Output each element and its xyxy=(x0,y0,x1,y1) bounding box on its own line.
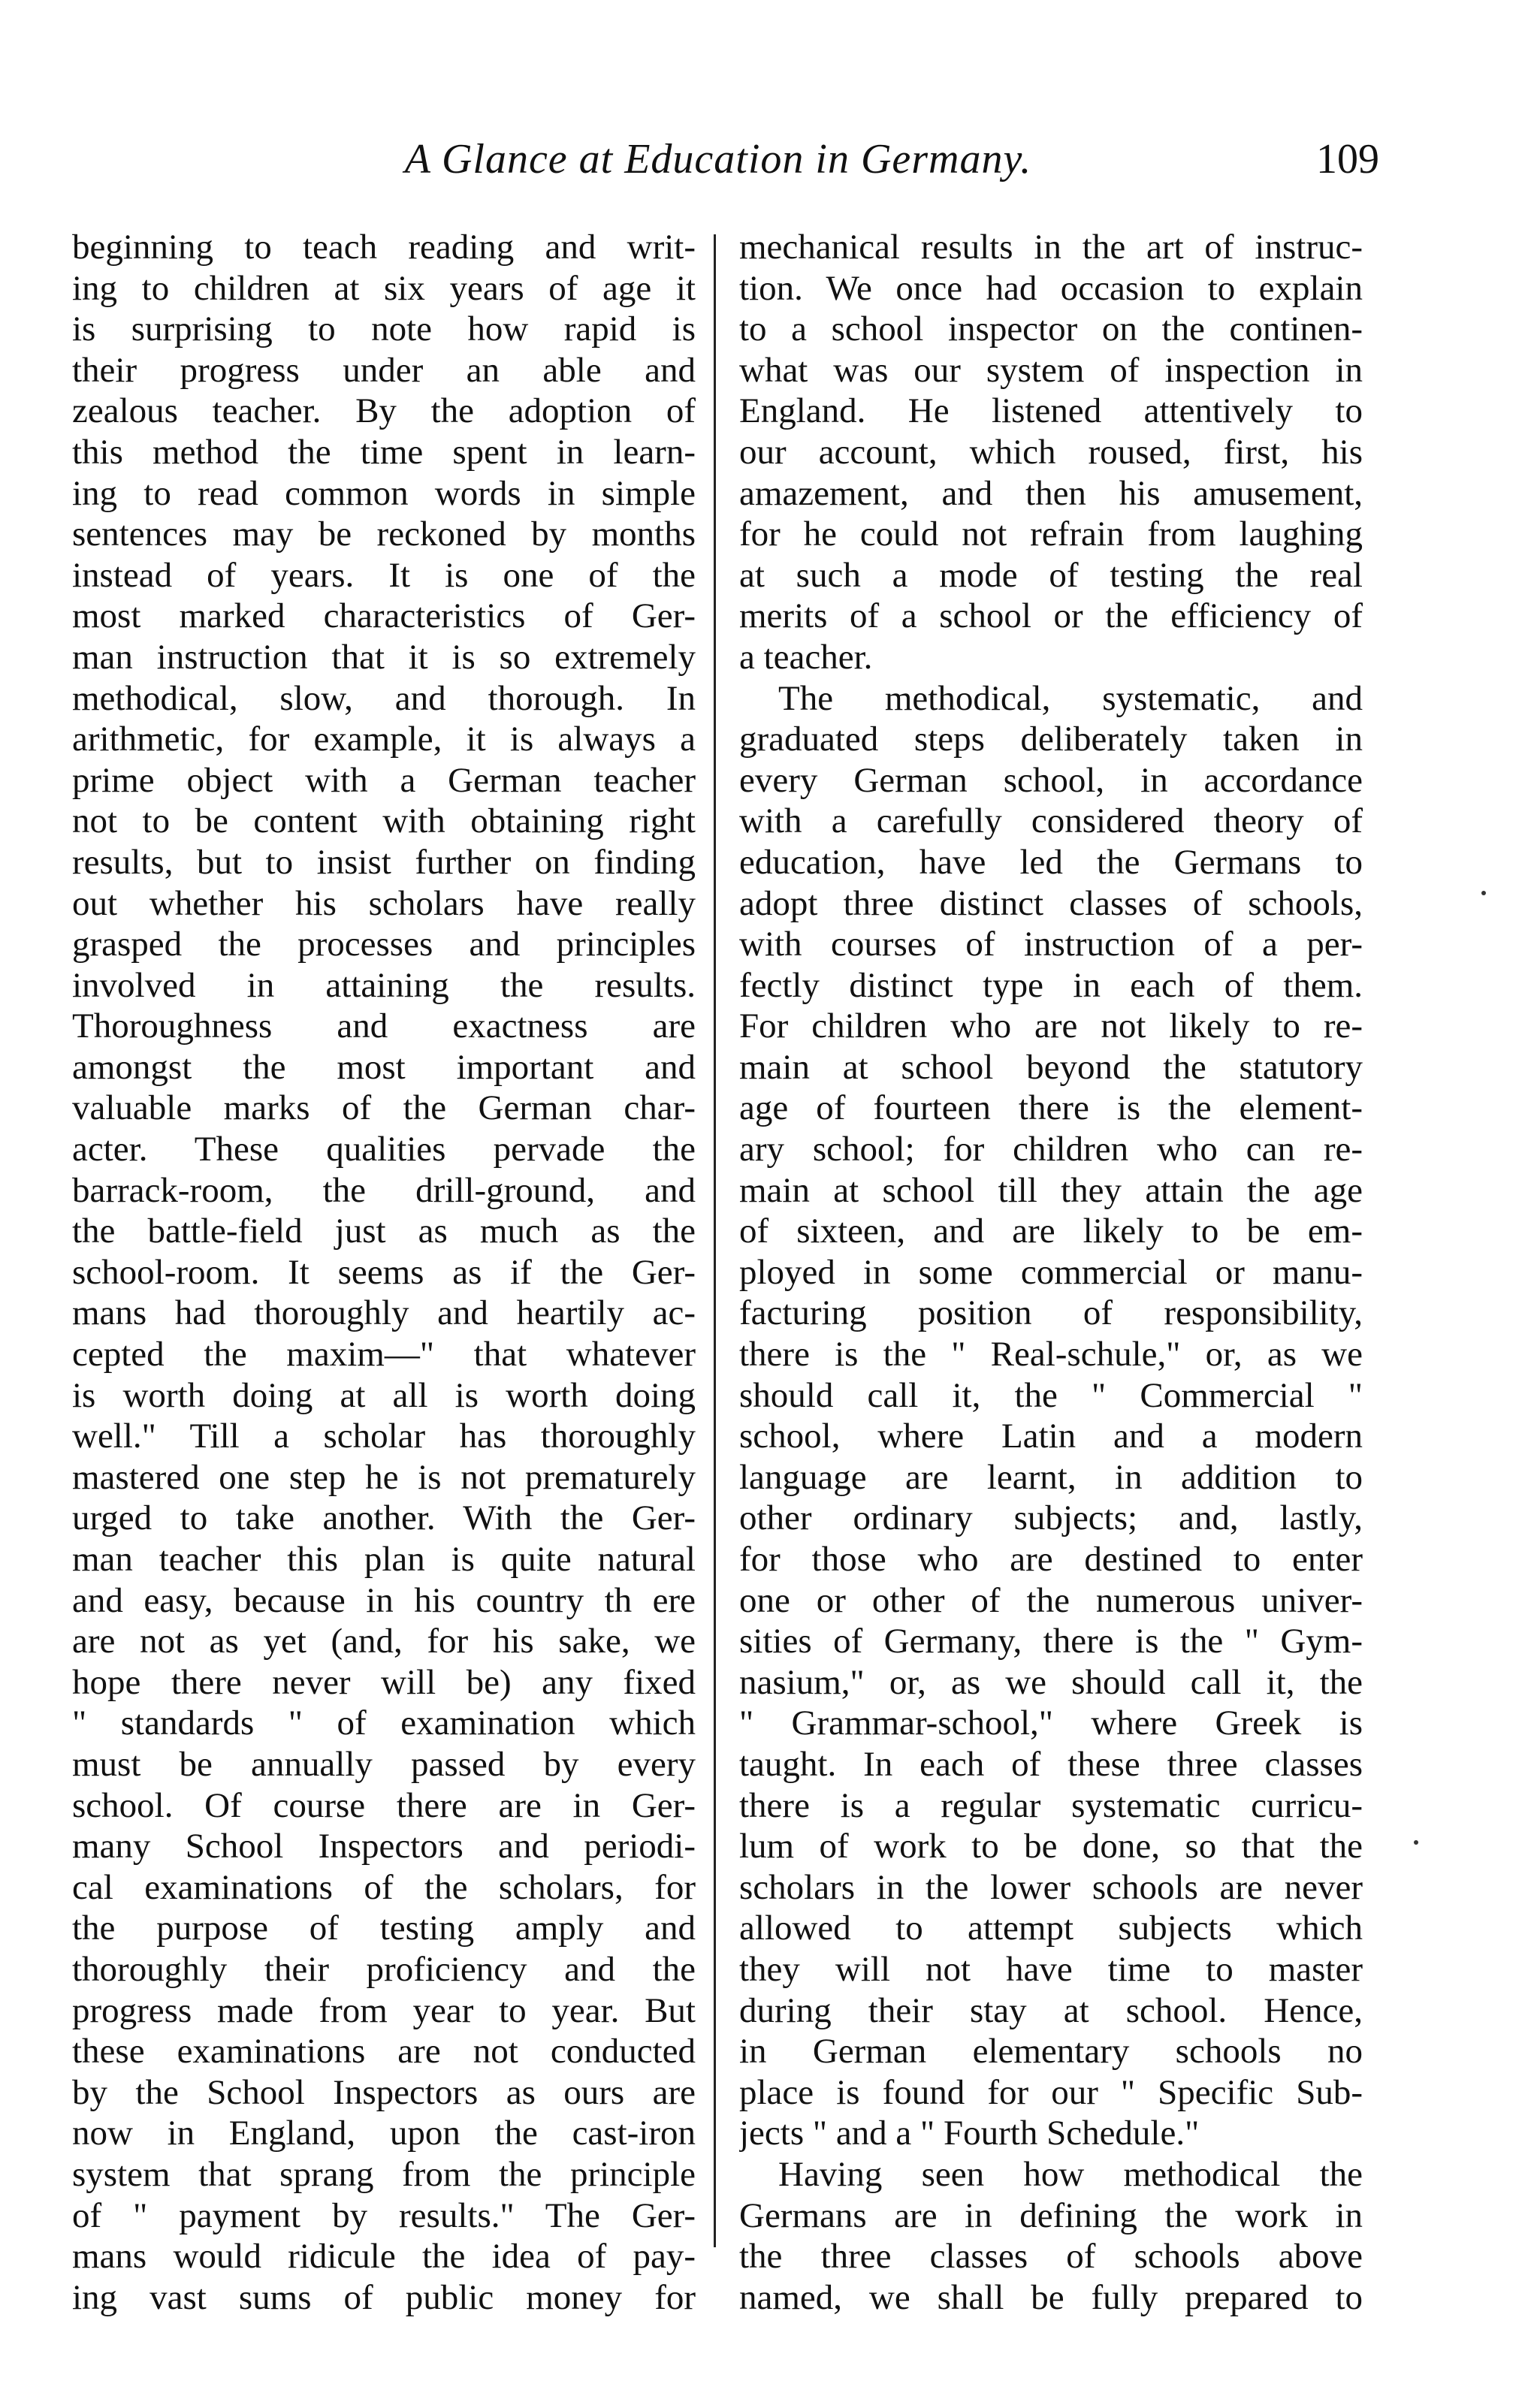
text-line: results, but to insist further on finding xyxy=(72,842,696,882)
text-line: with a carefully considered theory of xyxy=(739,801,1363,841)
text-line: what was our system of inspection in xyxy=(739,350,1363,390)
text-line: one or other of the numerous univer- xyxy=(739,1580,1363,1620)
text-line: of sixteen, and are likely to be em- xyxy=(739,1212,1363,1251)
text-line: lum of work to be done, so that the xyxy=(739,1827,1363,1866)
text-line: to a school inspector on the continen- xyxy=(739,309,1363,349)
text-line: man instruction that it is so extremely xyxy=(72,637,696,677)
text-line: mans had thoroughly and heartily ac- xyxy=(72,1293,696,1333)
text-line: named, we shall be fully prepared to xyxy=(739,2277,1363,2317)
right-column xyxy=(739,227,1363,2318)
text-line: by the School Inspectors as ours are xyxy=(72,2072,696,2112)
text-line: of " payment by results." The Ger- xyxy=(72,2195,696,2235)
text-line: for those who are destined to enter xyxy=(739,1540,1363,1579)
text-line: system that sprang from the principle xyxy=(72,2154,696,2194)
text-line: language are learnt, in addition to xyxy=(739,1457,1363,1497)
text-line: mechanical results in the art of instruc- xyxy=(739,228,1363,267)
text-line: nasium," or, as we should call it, the xyxy=(739,1662,1363,1702)
text-line: allowed to attempt subjects which xyxy=(739,1909,1363,1948)
text-line: valuable marks of the German char- xyxy=(72,1088,696,1128)
text-line: ployed in some commercial or manu- xyxy=(739,1252,1363,1292)
text-line: many School Inspectors and periodi- xyxy=(72,1827,696,1866)
text-line: jects " and a " Fourth Schedule." xyxy=(739,2114,1200,2153)
text-line: amazement, and then his amusement, xyxy=(739,473,1363,513)
text-line: school-room. It seems as if the Ger- xyxy=(72,1252,696,1292)
text-line: most marked characteristics of Ger- xyxy=(72,596,696,636)
running-head xyxy=(72,135,1379,195)
text-line: cepted the maxim—" that whatever xyxy=(72,1335,696,1374)
text-line: is surprising to note how rapid is xyxy=(72,309,696,349)
text-line: out whether his scholars have really xyxy=(72,883,696,923)
text-line: beginning to teach reading and writ- xyxy=(72,228,696,267)
text-line: merits of a school or the efficiency of xyxy=(739,596,1363,636)
text-line: education, have led the Germans to xyxy=(739,842,1363,882)
text-line: in German elementary schools no xyxy=(739,2032,1363,2072)
text-line: our account, which roused, first, his xyxy=(739,432,1363,472)
text-line: Having seen how methodical the xyxy=(778,2154,1363,2194)
text-line: age of fourteen there is the element- xyxy=(739,1088,1363,1128)
text-line: methodical, slow, and thorough. In xyxy=(72,678,696,718)
text-line: instead of years. It is one of the xyxy=(72,555,696,595)
text-line: there is a regular systematic curricu- xyxy=(739,1785,1363,1825)
text-line: involved in attaining the results. xyxy=(72,965,696,1005)
text-line: the battle-field just as much as the xyxy=(72,1212,696,1251)
text-line: " Grammar-school," where Greek is xyxy=(739,1703,1363,1743)
text-line: ing vast sums of public money for xyxy=(72,2277,696,2317)
text-line: well." Till a scholar has thoroughly xyxy=(72,1417,696,1456)
text-line: fectly distinct type in each of them. xyxy=(739,965,1363,1005)
left-column xyxy=(72,227,696,2318)
page-number: 109 xyxy=(1316,136,1379,183)
text-line: tion. We once had occasion to explain xyxy=(739,268,1363,308)
text-line: these examinations are not conducted xyxy=(72,2032,696,2072)
text-line: must be annually passed by every xyxy=(72,1744,696,1784)
text-line: man teacher this plan is quite natural xyxy=(72,1540,696,1579)
text-line: barrack-room, the drill-ground, and xyxy=(72,1170,696,1210)
text-line: at such a mode of testing the real xyxy=(739,555,1363,595)
text-line: Germans are in defining the work in xyxy=(739,2195,1363,2235)
text-line: hope there never will be) any fixed xyxy=(72,1662,696,1702)
text-line: the purpose of testing amply and xyxy=(72,1909,696,1948)
text-line: " standards " of examination which xyxy=(72,1703,696,1743)
text-line: should call it, the " Commercial " xyxy=(739,1375,1363,1415)
text-line: prime object with a German teacher xyxy=(72,760,696,800)
text-line: Thoroughness and exactness are xyxy=(72,1006,696,1046)
text-line: the three classes of schools above xyxy=(739,2237,1363,2277)
text-line: facturing position of responsibility, xyxy=(739,1293,1363,1333)
text-line: school. Of course there are in Ger- xyxy=(72,1785,696,1825)
text-line: ary school; for children who can re- xyxy=(739,1130,1363,1169)
text-line: mans would ridicule the idea of pay- xyxy=(72,2237,696,2277)
text-line: adopt three distinct classes of schools, xyxy=(739,883,1363,923)
ink-speck xyxy=(1481,891,1486,895)
text-line: and easy, because in his country th ere xyxy=(72,1580,696,1620)
text-line: scholars in the lower schools are never xyxy=(739,1867,1363,1907)
text-line: thoroughly their proficiency and the xyxy=(72,1949,696,1989)
column-rule xyxy=(714,234,716,2247)
text-line: cal examinations of the scholars, for xyxy=(72,1867,696,1907)
text-line: ing to read common words in simple xyxy=(72,473,696,513)
text-line: other ordinary subjects; and, lastly, xyxy=(739,1498,1363,1538)
text-line: now in England, upon the cast-iron xyxy=(72,2114,696,2153)
text-line: For children who are not likely to re- xyxy=(739,1006,1363,1046)
ink-speck xyxy=(1414,1840,1418,1845)
text-line: amongst the most important and xyxy=(72,1047,696,1087)
text-line: urged to take another. With the Ger- xyxy=(72,1498,696,1538)
text-line: ing to children at six years of age it xyxy=(72,268,696,308)
text-line: this method the time spent in learn- xyxy=(72,432,696,472)
text-line: The methodical, systematic, and xyxy=(778,678,1363,718)
text-line: main at school beyond the statutory xyxy=(739,1047,1363,1087)
text-line: England. He listened attentively to xyxy=(739,391,1363,431)
text-line: sities of Germany, there is the " Gym- xyxy=(739,1622,1363,1661)
text-line: are not as yet (and, for his sake, we xyxy=(72,1622,696,1661)
text-line: with courses of instruction of a per- xyxy=(739,925,1363,964)
text-line: sentences may be reckoned by months xyxy=(72,514,696,554)
text-line: during their stay at school. Hence, xyxy=(739,1990,1363,2030)
running-title: A Glance at Education in Germany. xyxy=(404,136,1032,183)
text-line: progress made from year to year. But xyxy=(72,1990,696,2030)
text-line: place is found for our " Specific Sub- xyxy=(739,2072,1363,2112)
text-line: for he could not refrain from laughing xyxy=(739,514,1363,554)
text-line: not to be content with obtaining right xyxy=(72,801,696,841)
text-line: is worth doing at all is worth doing xyxy=(72,1375,696,1415)
text-line: arithmetic, for example, it is always a xyxy=(72,720,696,759)
text-line: graduated steps deliberately taken in xyxy=(739,720,1363,759)
text-line: grasped the processes and principles xyxy=(72,925,696,964)
text-line: school, where Latin and a modern xyxy=(739,1417,1363,1456)
text-line: main at school till they attain the age xyxy=(739,1170,1363,1210)
text-line: they will not have time to master xyxy=(739,1949,1363,1989)
text-line: a teacher. xyxy=(739,637,873,677)
text-line: their progress under an able and xyxy=(72,350,696,390)
text-line: every German school, in accordance xyxy=(739,760,1363,800)
text-line: there is the " Real-schule," or, as we xyxy=(739,1335,1363,1374)
text-line: acter. These qualities pervade the xyxy=(72,1130,696,1169)
text-line: taught. In each of these three classes xyxy=(739,1744,1363,1784)
text-line: zealous teacher. By the adoption of xyxy=(72,391,696,431)
text-line: mastered one step he is not prematurely xyxy=(72,1457,696,1497)
